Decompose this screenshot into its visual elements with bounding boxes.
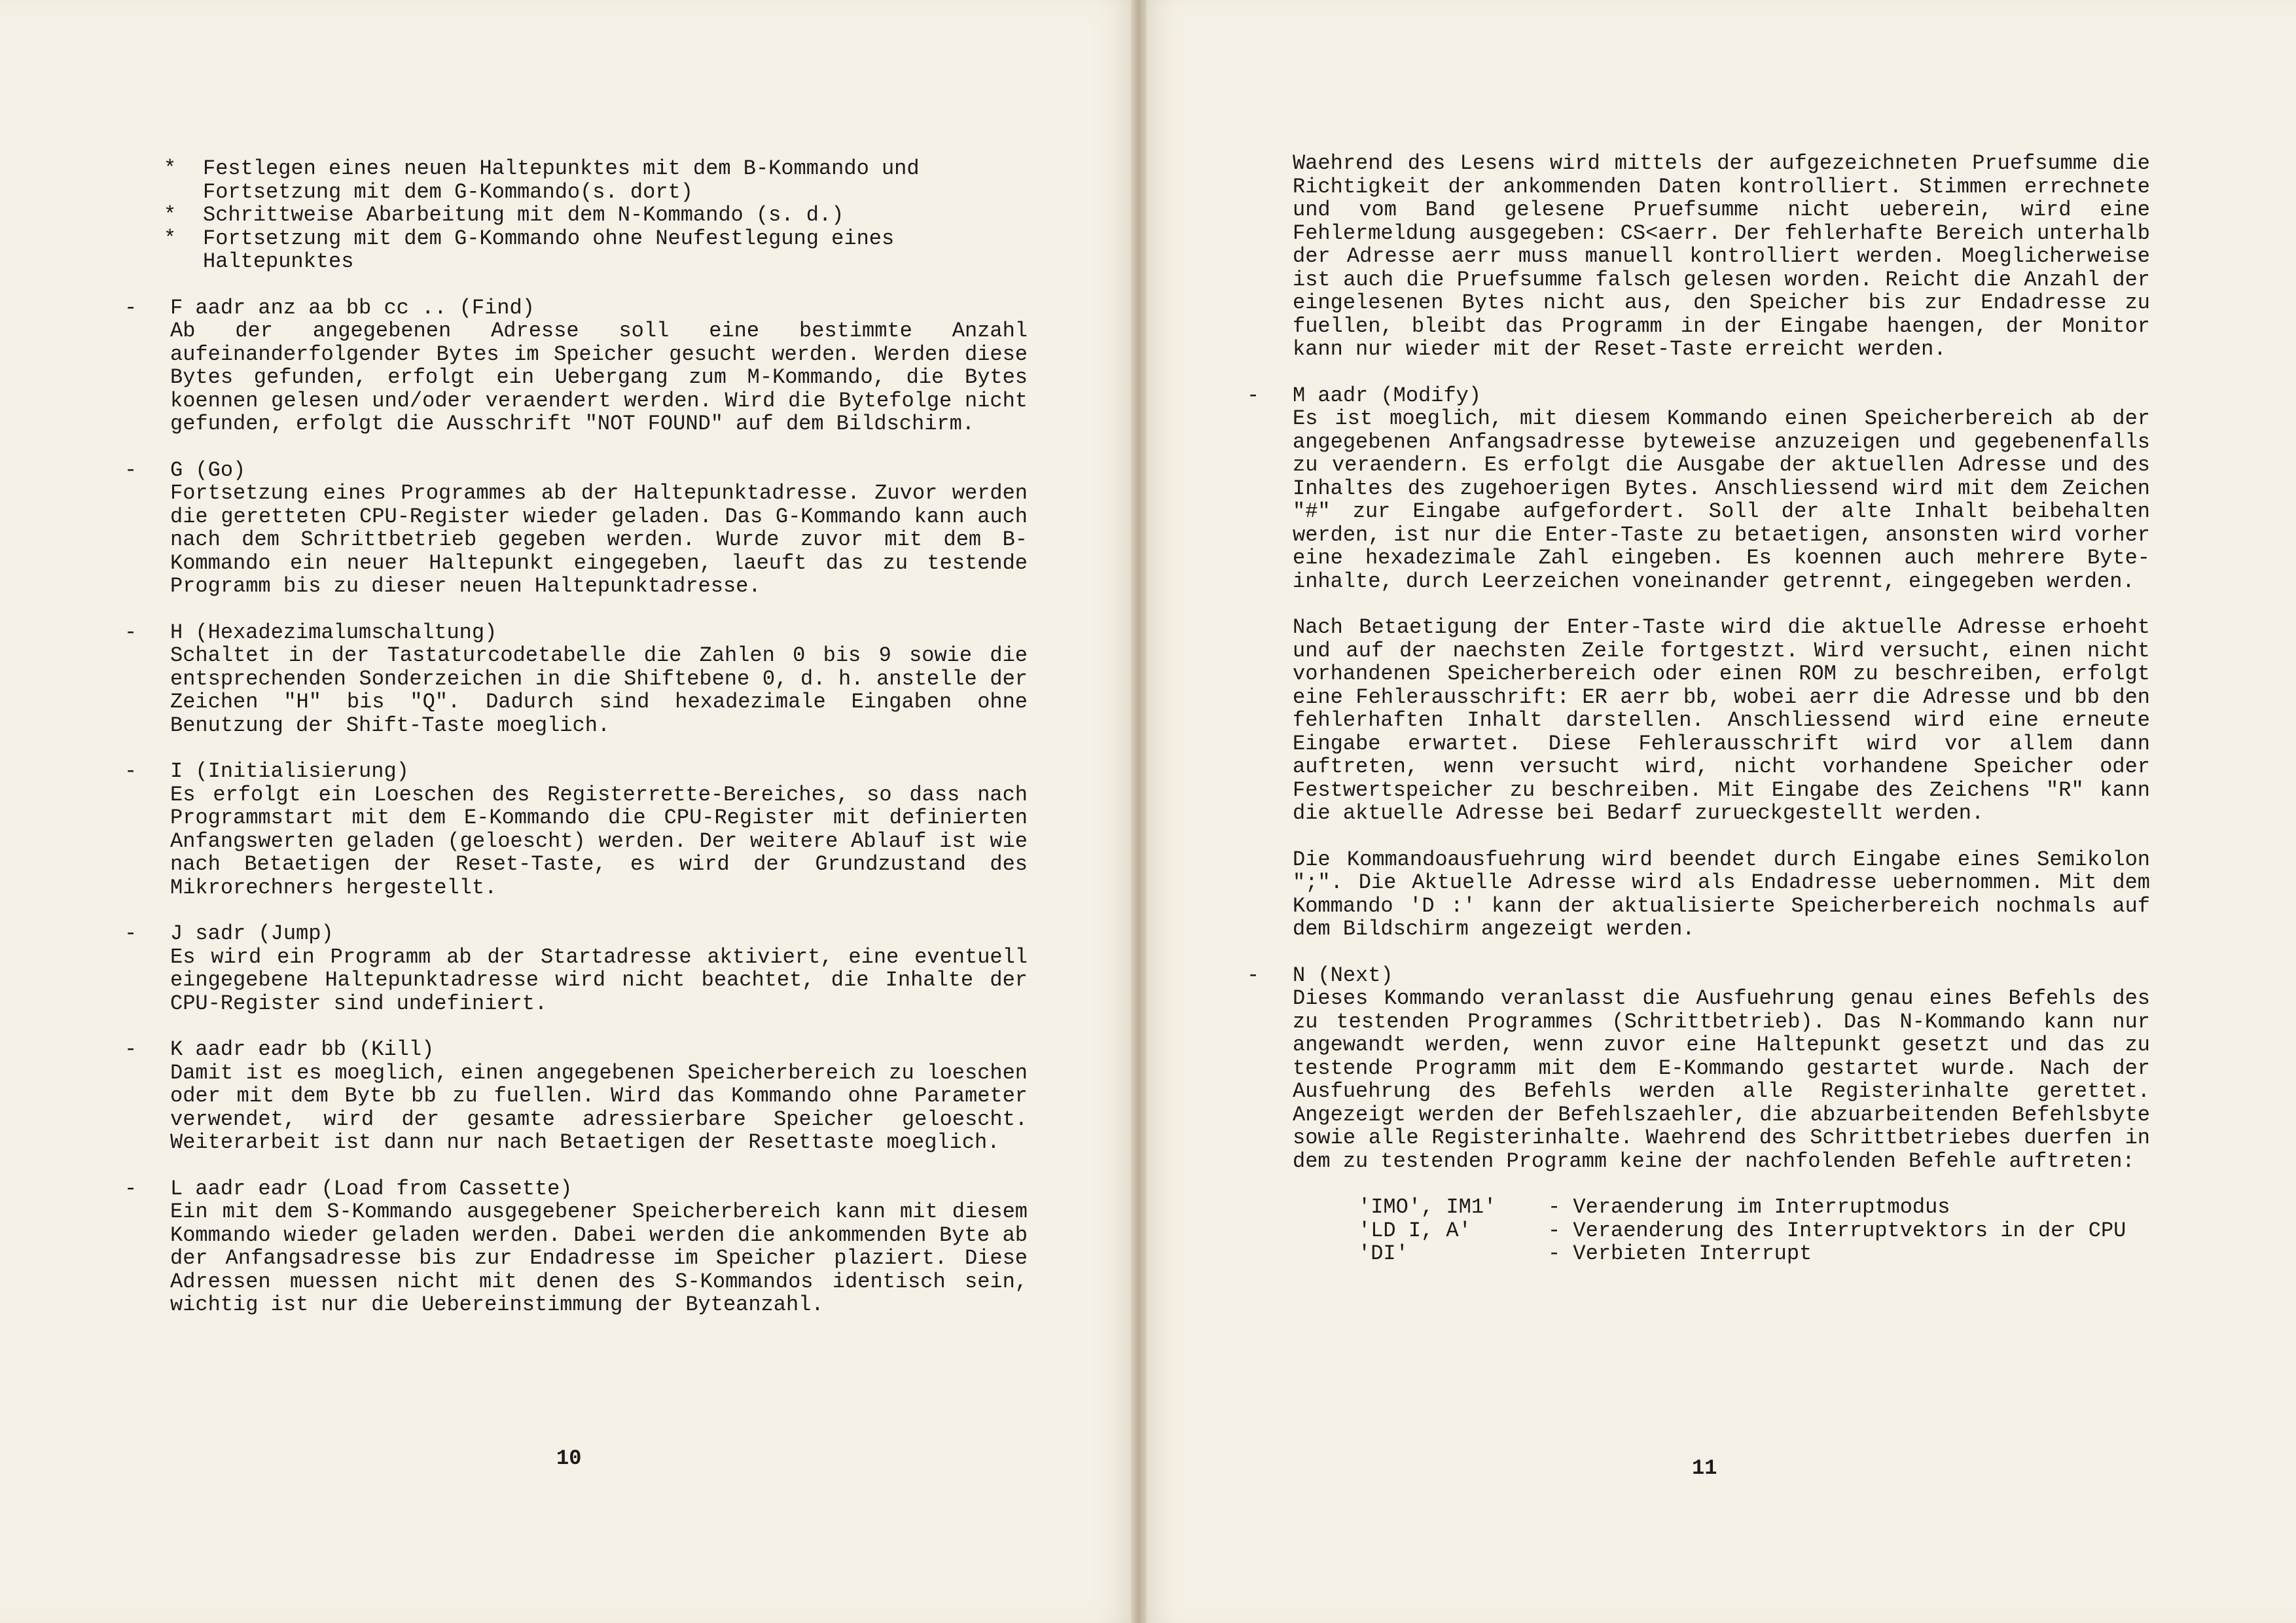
bullet-item xyxy=(124,227,1028,274)
intro-paragraph: Waehrend des Lesens wird mittels der aufgezeichneten Pruefsumme die Richtigkeit der ankommenden Daten kontrolliert. Stimmen errechnete und vom Band gelesene Pruefsumme nicht ueberein, wird eine Fehlermeldung ausgegeben: CS<aerr. Der fehlerhafte Bereich unterhalb der Adresse aerr muss manuell kontrolliert werden. Moeglicherweise ist auch die Pruefsumme falsch gelesen worden. Reicht die Anzahl der eingelesenen Bytes nicht aus, den Speicher bis zur Endadresse zu fuellen, bleibt das Programm in der Eingabe haengen, der Monitor kann nur wieder mit der Reset-Taste erreicht werden. xyxy=(1293,151,2150,361)
entry-heading: M aadr (Modify) xyxy=(1293,383,1482,408)
bullet-marker: * xyxy=(164,203,177,227)
entry-dash: - xyxy=(124,457,137,482)
entry-heading: G (Go) xyxy=(170,457,246,482)
entry-dash: - xyxy=(124,759,137,783)
entry-heading: I (Initialisierung) xyxy=(170,759,409,783)
bullet-item xyxy=(124,157,1028,204)
entry-dash: - xyxy=(124,1176,137,1201)
option-key: 'IMO', IM1' xyxy=(1358,1195,1497,1219)
command-entry-i xyxy=(124,760,1028,899)
entry-body: Die Kommandoausfuehrung wird beendet durch Eingabe eines Semikolon ";". Die Aktuelle Adresse wird als Endadresse uebernommen. Mit dem Kommando 'D :' kann der aktualisierte Speicherbereich nochmals auf dem Bildschirm angezeigt werden. xyxy=(1293,847,2150,941)
entry-dash: - xyxy=(124,921,137,946)
entry-body: Es erfolgt ein Loeschen des Registerrette-Bereiches, so dass nach Programmstart mit dem E-Kommando die CPU-Register mit definierten Anfangswerten geladen (geloescht) werden. Der weitere Ablauf ist wie nach Betaetigen der Reset-Taste, es wird der Grundzustand des Mikrorechners hergestellt. xyxy=(170,782,1028,900)
bullet-text: Festlegen eines neuen Haltepunktes mit dem B-Kommando und Fortsetzung mit dem G-Kommando(s. dort) xyxy=(203,156,920,204)
entry-body: Es wird ein Programm ab der Startadresse aktiviert, eine eventuell eingegebene Haltepunktadresse wird nicht beachtet, die Inhalte der CPU-Register sind undefiniert. xyxy=(170,944,1028,1016)
right-column xyxy=(1247,152,2150,1266)
option-desc: - Veraenderung im Interruptmodus xyxy=(1548,1195,1950,1219)
bullet-text: Fortsetzung mit dem G-Kommando ohne Neufestlegung eines Haltepunktes xyxy=(203,226,895,274)
entry-body: Dieses Kommando veranlasst die Ausfuehrung genau eines Befehls des zu testenden Programmes (Schrittbetrieb). Das N-Kommando kann nur angewandt werden, wenn zuvor eine Haltepunkt gesetzt und das zu testende Programm mit dem E-Kommando gestartet wurde. Nach der Ausfuehrung des Befehls werden alle Registerinhalte gerettet. Angezeigt werden der Befehlszaehler, die abzuarbeitenden Befehlsbyte sowie alle Registerinhalte. Waehrend des Schrittbetriebes duerfen in dem zu testenden Programm keine der nachfolenden Befehle auftreten: xyxy=(1293,986,2150,1173)
option-row xyxy=(1247,1196,2150,1219)
bullet-text: Schrittweise Abarbeitung mit dem N-Kommando (s. d.) xyxy=(203,203,844,227)
command-entry-k xyxy=(124,1038,1028,1154)
option-row xyxy=(1247,1242,2150,1266)
command-entry-m xyxy=(1247,384,2150,941)
entry-body: Ab der angegebenen Adresse soll eine bestimmte Anzahl aufeinanderfolgender Bytes im Speicher gesucht werden. Werden diese Bytes gefunden, erfolgt ein Uebergang zum M-Kommando, die Bytes koennen gelesen und/oder veraendert werden. Wird die Bytefolge nicht gefunden, erfolgt die Ausschrift "NOT FOUND" auf dem Bildschirm. xyxy=(170,319,1028,436)
option-key: 'DI' xyxy=(1358,1241,1408,1266)
bullet-marker: * xyxy=(164,156,177,181)
bullet-item xyxy=(124,204,1028,227)
option-desc: - Veraenderung des Interruptvektors in der CPU xyxy=(1548,1218,2126,1243)
command-entry-g xyxy=(124,459,1028,598)
entry-body: Damit ist es moeglich, einen angegebenen Speicherbereich zu loeschen oder mit dem Byte bb zu fuellen. Wird das Kommando ohne Parameter verwendet, wird der gesamte adressierbare Speicher geloescht. Weiterarbeit ist dann nur nach Betaetigen der Resettaste moeglich. xyxy=(170,1060,1028,1154)
command-entry-f xyxy=(124,296,1028,436)
entry-dash: - xyxy=(124,295,137,320)
command-entry-l xyxy=(124,1177,1028,1317)
entry-body: Es ist moeglich, mit diesem Kommando einen Speicherbereich ab der angegebenen Anfangsadresse byteweise anzuzeigen und gegebenenfalls zu veraendern. Es erfolgt die Ausgabe der aktuellen Adresse und des Inhaltes des zugehoerigen Bytes. Anschliessend wird mit dem Zeichen "#" zur Eingabe aufgefordert. Soll der alte Inhalt beibehalten werden, ist nur die Enter-Taste zu betaetigen, ansonsten wird vorher eine hexadezimale Zahl eingeben. Es koennen auch mehrere Byte-inhalte, durch Leerzeichen voneinander getrennt, eingegeben werden. xyxy=(1293,406,2150,594)
book-gutter xyxy=(1131,0,1147,1623)
command-entry-j xyxy=(124,922,1028,1015)
option-desc: - Verbieten Interrupt xyxy=(1548,1241,1812,1266)
option-key: 'LD I, A' xyxy=(1358,1218,1471,1243)
entry-body: Schaltet in der Tastaturcodetabelle die Zahlen 0 bis 9 sowie die entsprechenden Sonderzeichen in die Shiftebene 0, d. h. anstelle der Zeichen "H" bis "Q". Dadurch sind hexadezimale Eingaben ohne Benutzung der Shift-Taste moeglich. xyxy=(170,643,1028,738)
entry-body: Nach Betaetigung der Enter-Taste wird die aktuelle Adresse erhoeht und auf der naechsten Zeile fortgestzt. Wird versucht, einen nicht vorhandenen Speicherbereich oder einen ROM zu beschreiben, erfolgt eine Fehlerausschrift: ER aerr bb, wobei aerr die Adresse und bb den fehlerhaften Inhalt darstellen. Anschliessend wird eine erneute Eingabe erwartet. Diese Fehlerausschrift wird vor allem dann auftreten, wenn versucht wird, nicht vorhandene Speicher oder Festwertspeicher zu beschreiben. Mit Eingabe des Zeichens "R" kann die aktuelle Adresse bei Bedarf zurueckgestellt werden. xyxy=(1293,615,2150,825)
entry-heading: N (Next) xyxy=(1293,963,1393,988)
entry-dash: - xyxy=(124,620,137,645)
entry-body: Fortsetzung eines Programmes ab der Haltepunktadresse. Zuvor werden die geretteten CPU-Register wieder geladen. Das G-Kommando kann auch nach dem Schrittbetrieb gegeben werden. Wurde zuvor mit dem B-Kommando ein neuer Haltepunkt eingegeben, laeuft das zu testende Programm bis zu dieser neuen Haltepunktadresse. xyxy=(170,481,1028,598)
entry-dash: - xyxy=(1247,963,1260,988)
left-column xyxy=(124,157,1028,1317)
entry-heading: K aadr eadr bb (Kill) xyxy=(170,1037,435,1061)
option-row xyxy=(1247,1219,2150,1243)
bullet-marker: * xyxy=(164,226,177,251)
command-entry-h xyxy=(124,621,1028,738)
entry-heading: J sadr (Jump) xyxy=(170,921,334,946)
entry-body: Ein mit dem S-Kommando ausgegebener Speicherbereich kann mit diesem Kommando wieder geladen werden. Dabei werden die ankommenden Byte ab der Anfangsadresse bis zur Endadresse im Speicher plaziert. Diese Adressen muessen nicht mit denen des S-Kommandos identisch sein, wichtig ist nur die Uebereinstimmung der Byteanzahl. xyxy=(170,1200,1028,1317)
entry-heading: L aadr eadr (Load from Cassette) xyxy=(170,1176,573,1201)
entry-heading: H (Hexadezimalumschaltung) xyxy=(170,620,497,645)
entry-dash: - xyxy=(124,1037,137,1061)
page-number: 11 xyxy=(1692,1456,1717,1480)
command-entry-n xyxy=(1247,964,2150,1266)
page-number: 10 xyxy=(556,1446,582,1471)
entry-dash: - xyxy=(1247,383,1260,408)
entry-heading: F aadr anz aa bb cc .. (Find) xyxy=(170,295,535,320)
